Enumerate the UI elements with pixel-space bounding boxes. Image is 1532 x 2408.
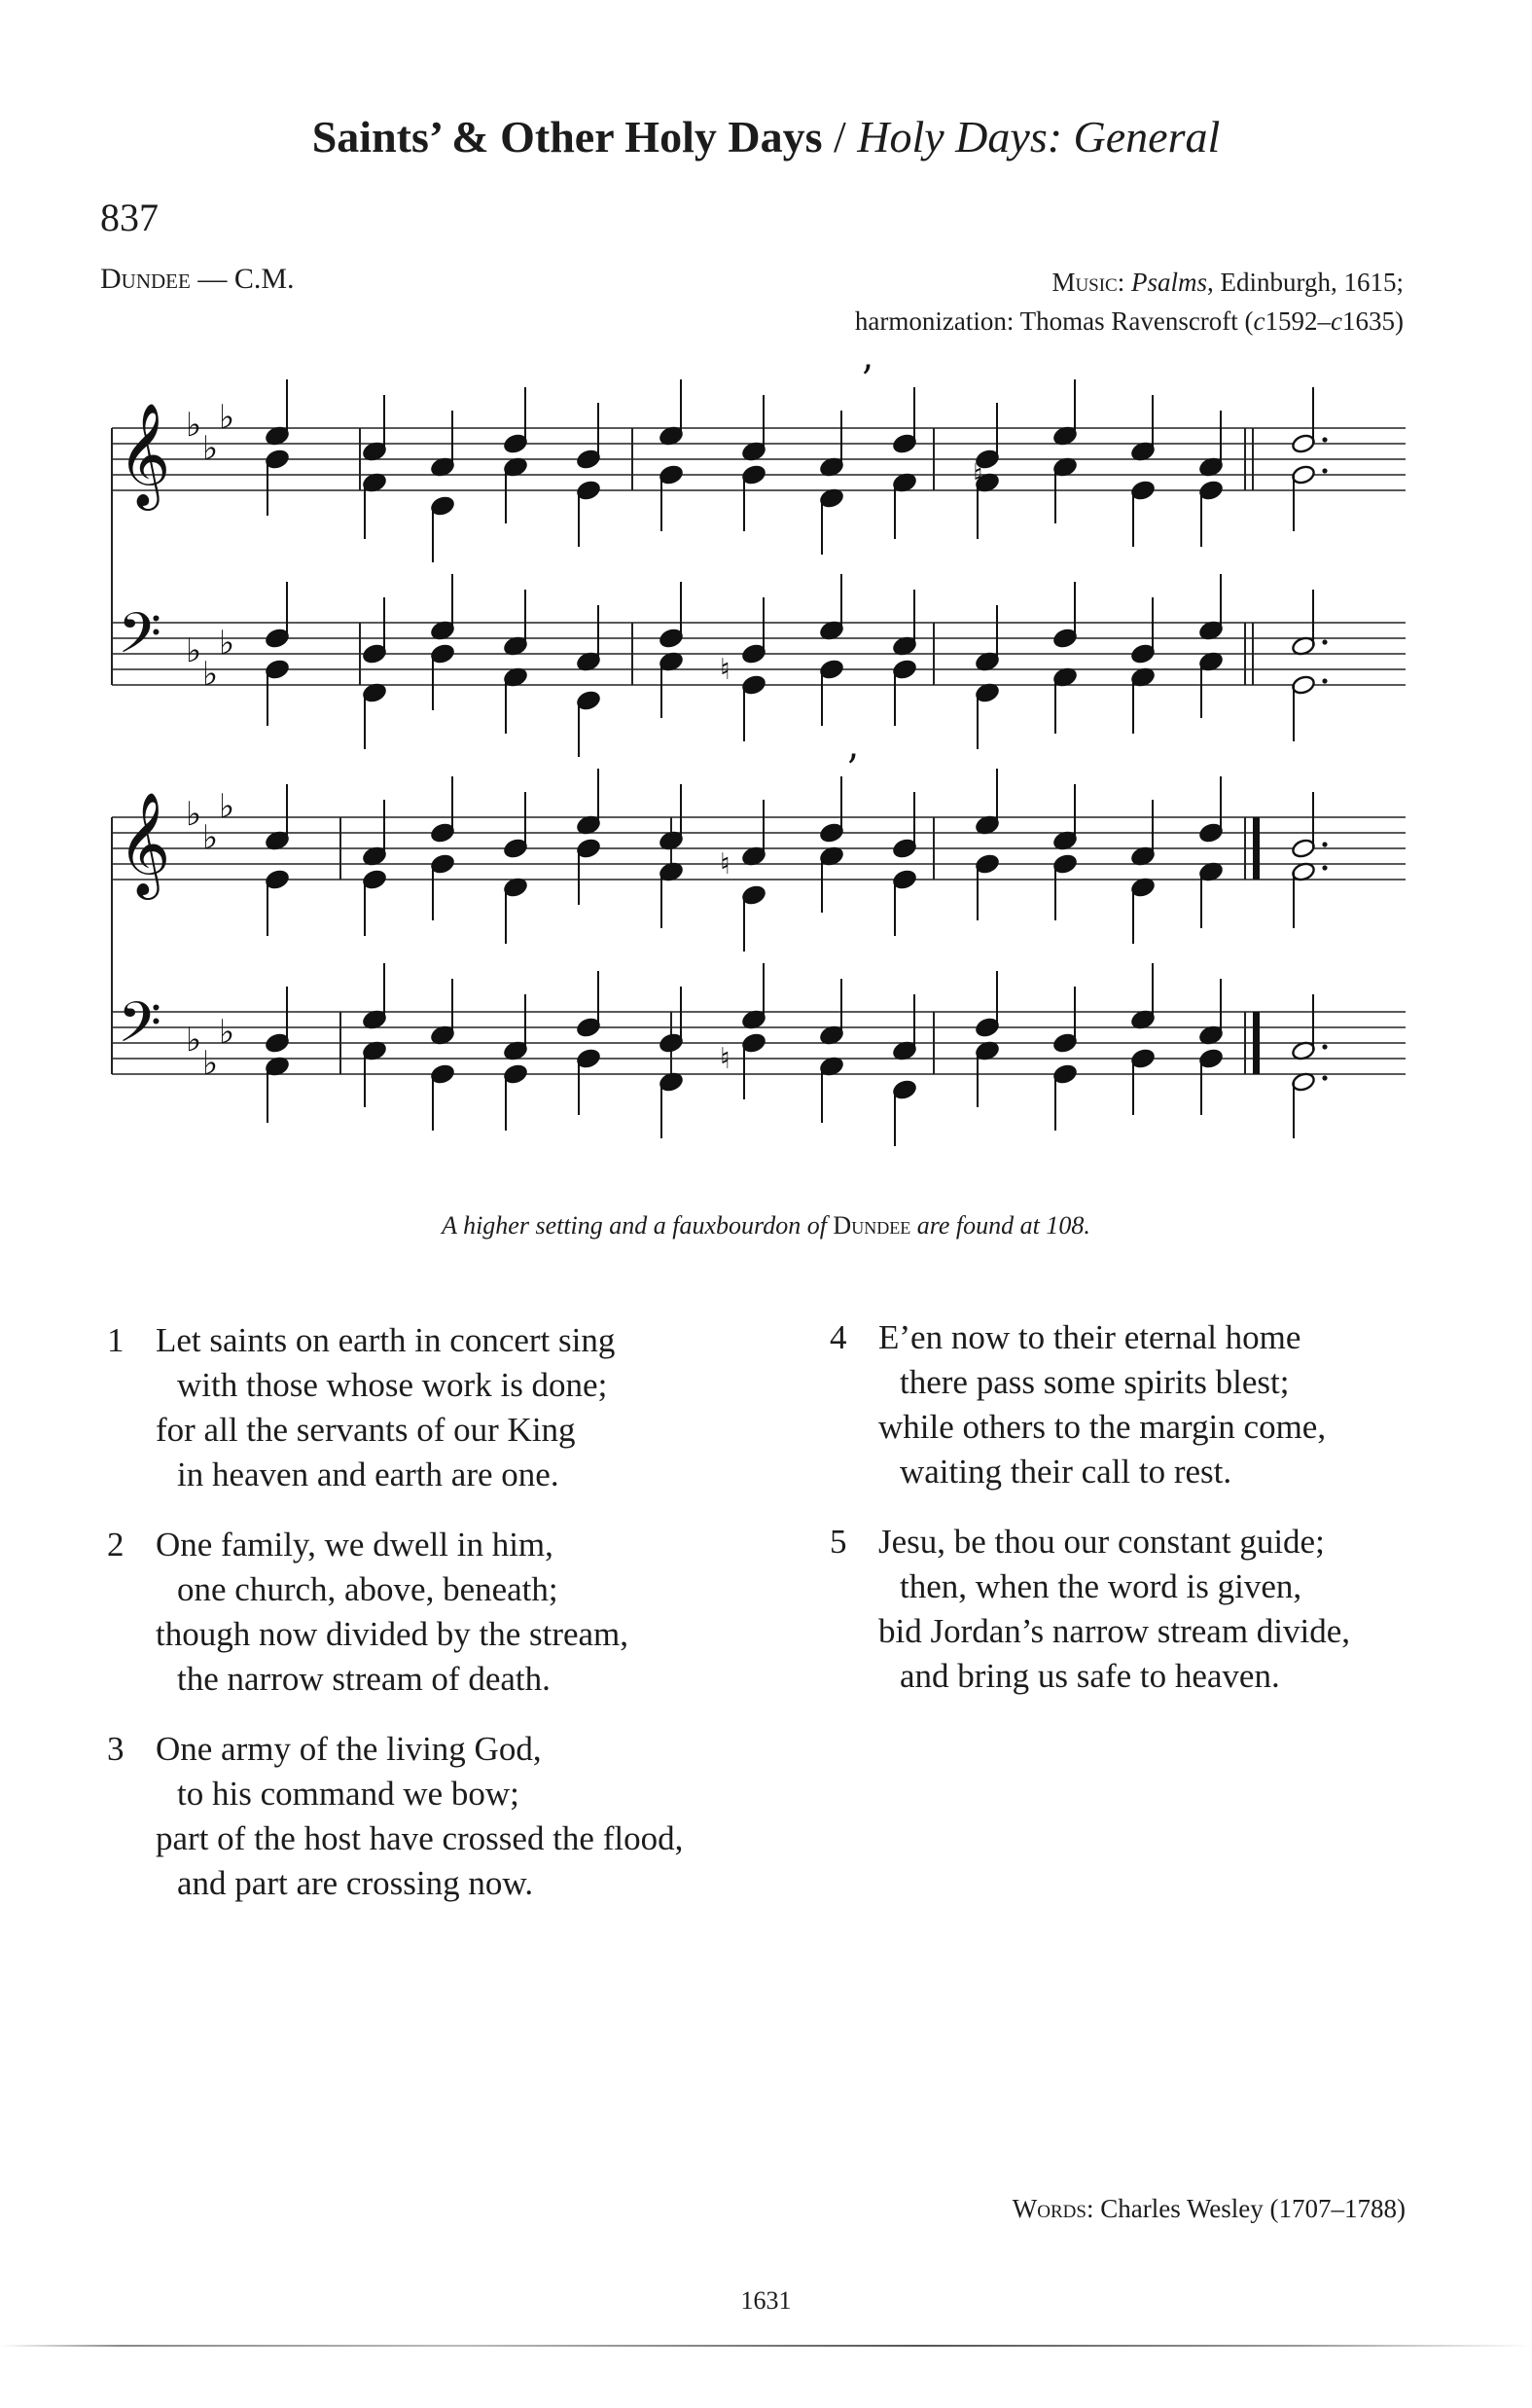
- circa-mark: c: [1331, 306, 1342, 336]
- treble-clef-icon: 𝄞: [118, 402, 171, 506]
- verse-line: while others to the margin come,: [878, 1408, 1327, 1446]
- flat-icon: ♭: [202, 818, 219, 857]
- verse-line: and bring us safe to heaven.: [900, 1657, 1280, 1695]
- tune-name: Dundee: [100, 263, 191, 295]
- header-separator: /: [822, 112, 858, 162]
- natural-icon: ♮: [720, 653, 730, 687]
- final-barline: [1253, 1012, 1260, 1074]
- circa-mark: c: [1253, 306, 1265, 336]
- flat-icon: ♭: [186, 1021, 202, 1060]
- music-score: [97, 350, 1420, 1177]
- verse-line: E’en now to their eternal home: [878, 1318, 1301, 1356]
- tune-meter: — C.M.: [190, 263, 295, 295]
- verse-number: 5: [830, 1523, 847, 1561]
- hymn-number: 837: [100, 196, 159, 239]
- verse-line: in heaven and earth are one.: [177, 1456, 559, 1493]
- bass-clef-icon: 𝄢: [118, 600, 162, 680]
- augmentation-dot: [1322, 678, 1327, 683]
- flat-icon: ♭: [219, 1013, 235, 1052]
- verse-line: One family, we dwell in him,: [156, 1526, 553, 1563]
- verse-line: Jesu, be thou our constant guide;: [878, 1523, 1325, 1561]
- section-title: Saints’ & Other Holy Days: [311, 112, 823, 162]
- natural-icon: ♮: [720, 1042, 730, 1076]
- verse-1: [107, 1318, 616, 1497]
- natural-icon: ♮: [973, 458, 983, 492]
- verse-line: One army of the living God,: [156, 1730, 542, 1768]
- note-text: A higher setting and a fauxbourdon of: [442, 1211, 834, 1240]
- section-header: [0, 112, 1532, 162]
- words-author: Charles Wesley (1707–1788): [1093, 2194, 1406, 2223]
- breath-mark-icon: ’: [846, 747, 859, 792]
- verse-line: then, when the word is given,: [900, 1567, 1302, 1605]
- verse-4: [830, 1315, 1327, 1494]
- augmentation-dot: [1322, 639, 1327, 644]
- tune-line: [100, 263, 295, 296]
- treble-clef-icon: 𝄞: [118, 791, 171, 895]
- verse-line: part of the host have crossed the flood,: [156, 1819, 684, 1857]
- verse-number: 4: [830, 1318, 847, 1356]
- words-label: Words:: [1012, 2194, 1094, 2223]
- verse-line: with those whose work is done;: [177, 1366, 608, 1404]
- verse-3: [107, 1727, 684, 1906]
- section-subtitle: Holy Days: General: [857, 112, 1221, 162]
- harmonization-credit: harmonization: Thomas Ravenscroft (: [854, 306, 1254, 336]
- page-number: 1631: [740, 2286, 792, 2315]
- bass-clef-icon: 𝄢: [118, 989, 162, 1069]
- flat-icon: ♭: [186, 795, 202, 834]
- augmentation-dot: [1322, 842, 1327, 846]
- verse-line: there pass some spirits blest;: [900, 1363, 1290, 1401]
- verse-number: 1: [107, 1321, 125, 1359]
- birth-year: 1592–: [1265, 306, 1332, 336]
- augmentation-dot: [1322, 865, 1327, 870]
- flat-icon: ♭: [219, 398, 235, 437]
- flat-icon: ♭: [202, 1044, 219, 1083]
- verse-line: for all the servants of our King: [156, 1411, 576, 1449]
- music-source: Psalms: [1130, 268, 1207, 297]
- bottom-rule: [0, 2345, 1532, 2347]
- music-label: Music:: [1051, 268, 1125, 297]
- music-source-rest: , Edinburgh, 1615;: [1207, 268, 1404, 297]
- augmentation-dot: [1322, 437, 1327, 442]
- verse-line: Let saints on earth in concert sing: [156, 1321, 616, 1359]
- words-credit: [1013, 2194, 1406, 2224]
- augmentation-dot: [1322, 1075, 1327, 1080]
- verse-5: [830, 1520, 1351, 1699]
- flat-icon: ♭: [202, 655, 219, 694]
- verse-line: and part are crossing now.: [177, 1864, 534, 1902]
- verse-line: one church, above, beneath;: [177, 1570, 558, 1608]
- death-year: 1635): [1342, 306, 1404, 336]
- breath-mark-icon: ’: [861, 358, 873, 403]
- note-text-end: are found at 108.: [910, 1211, 1090, 1240]
- flat-icon: ♭: [186, 406, 202, 445]
- verse-line: bid Jordan’s narrow stream divide,: [878, 1612, 1351, 1650]
- flat-icon: ♭: [186, 631, 202, 670]
- final-barline: [1253, 817, 1260, 880]
- verse-line: to his command we bow;: [177, 1775, 519, 1813]
- augmentation-dot: [1322, 468, 1327, 473]
- verse-line: though now divided by the stream,: [156, 1615, 629, 1653]
- verse-2: [107, 1523, 629, 1702]
- flat-icon: ♭: [219, 624, 235, 663]
- verse-number: 3: [107, 1730, 125, 1768]
- music-credit: [855, 263, 1404, 341]
- verse-line: waiting their call to rest.: [900, 1453, 1232, 1491]
- flat-icon: ♭: [219, 787, 235, 826]
- setting-note: [0, 1211, 1532, 1240]
- natural-icon: ♮: [720, 847, 730, 881]
- flat-icon: ♭: [202, 429, 219, 468]
- verse-number: 2: [107, 1526, 125, 1563]
- note-tune-name: Dundee: [833, 1211, 911, 1240]
- augmentation-dot: [1322, 1044, 1327, 1049]
- verse-line: the narrow stream of death.: [177, 1660, 551, 1698]
